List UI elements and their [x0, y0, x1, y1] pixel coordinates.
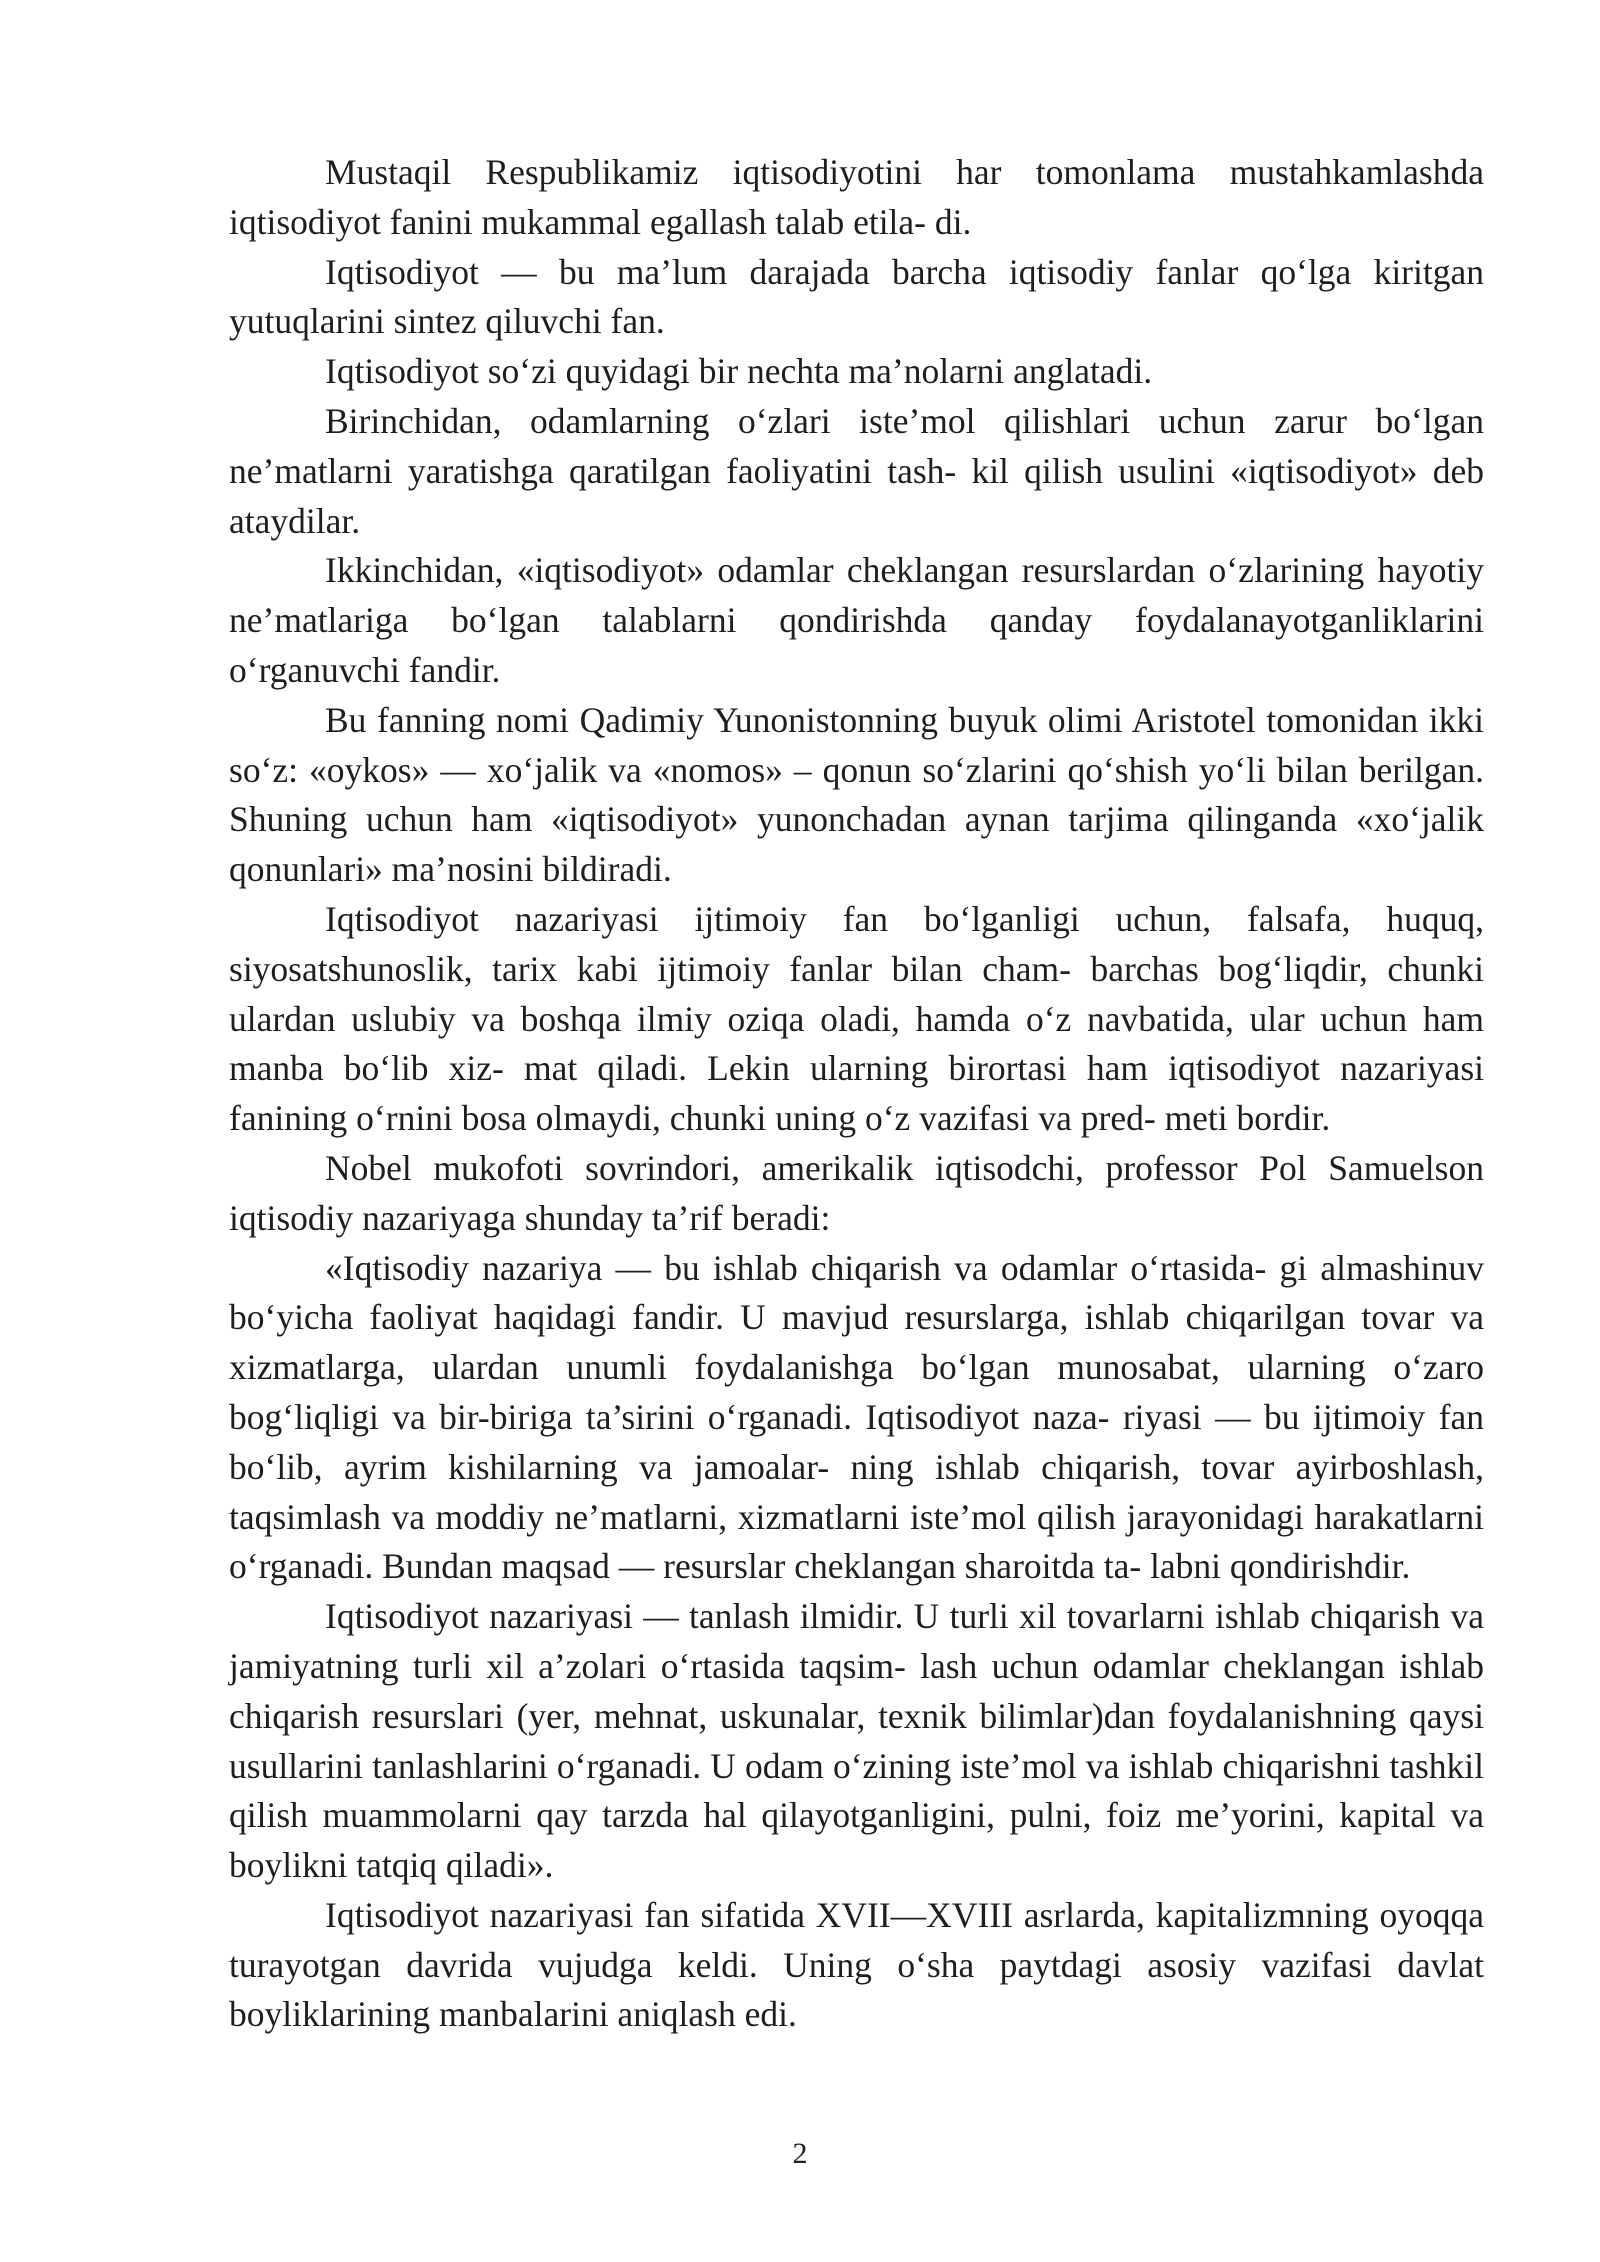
page-number: 2	[792, 2137, 808, 2170]
paragraph-4: Birinchidan, odamlarning o‘zlari iste’mol qilishlari uchun zarur bo‘lgan ne’matlarni yaratishga qaratilgan faoliyatini tash- kil qilish usulini «iqtisodiyot» deb ataydilar.	[229, 400, 1484, 541]
body-text	[229, 148, 1484, 2040]
paragraph-1: Mustaqil Respublikamiz iqtisodiyotini har tomonlama mustahkamlashda iqtisodiyot fanini mukammal egallash talab etila- di.	[229, 152, 1484, 242]
paragraph-10: Iqtisodiyot nazariyasi — tanlash ilmidir. U turli xil tovarlarni ishlab chiqarish va jamiyatning turli xil a’zolari o‘rtasida taqsim- lash uchun odamlar cheklangan ishlab chiqarish resurslari (yer, mehnat, uskunalar, texnik bilimlar)dan foydalanishning qaysi usullarini tanlashlarini o‘rganadi. U odam o‘zining iste’mol va ishlab chiqarishni tashkil qilish muammolarni qay tarzda hal qilayotganligini, pulni, foiz me’yorini, kapital va boylikni tatqiq qiladi».	[229, 1596, 1484, 1886]
paragraph-6: Bu fanning nomi Qadimiy Yunonistonning buyuk olimi Aristotel tomonidan ikki so‘z: «oykos» — xo‘jalik va «nomos» – qonun so‘zlarini qo‘shish yo‘li bilan berilgan. Shuning uchun ham «iqtisodiyot» yunonchadan aynan tarjima qilinganda «xo‘jalik qonunlari» ma’nosini bildiradi.	[229, 699, 1484, 890]
paragraph-9-quote: «Iqtisodiy nazariya — bu ishlab chiqarish va odamlar o‘rtasida- gi almashinuv bo‘yicha faoliyat haqidagi fandir. U mavjud resurslarga, ishlab chiqarilgan tovar va xizmatlarga, ulardan unumli foydalanishga bo‘lgan munosabat, ularning o‘zaro bog‘liqligi va bir-biriga ta’sirini o‘rganadi. Iqtisodiyot naza- riyasi — bu ijtimoiy fan bo‘lib, ayrim kishilarning va jamoalar- ning ishlab chiqarish, tovar ayirboshlash, taqsimlash va moddiy ne’matlarni, xizmatlarni iste’mol qilish jarayonidagi harakatlarni o‘rganadi. Bundan maqsad — resurslar cheklangan sharoitda ta- labni qondirishdir.	[229, 1247, 1484, 1587]
paragraph-5: Ikkinchidan, «iqtisodiyot» odamlar cheklangan resurslardan o‘zlarining hayotiy ne’matlariga bo‘lgan talablarni qondirishda qanday foydalanayotganliklarini o‘rganuvchi fandir.	[229, 550, 1484, 690]
paragraph-8: Nobel mukofoti sovrindori, amerikalik iqtisodchi, professor Pol Samuelson iqtisodiy nazariyaga shunday ta’rif beradi:	[229, 1147, 1484, 1238]
paragraph-3: Iqtisodiyot so‘zi quyidagi bir nechta ma’nolarni anglatadi.	[325, 351, 1153, 392]
paragraph-11: Iqtisodiyot nazariyasi fan sifatida XVII—XVIII asrlarda, kapitalizmning oyoqqa turayotgan davrida vujudga keldi. Uning o‘sha paytdagi asosiy vazifasi davlat boyliklarining manbalarini aniqlash edi.	[229, 1894, 1484, 2035]
paragraph-2: Iqtisodiyot — bu ma’lum darajada barcha iqtisodiy fanlar qo‘lga kiritgan yutuqlarini sintez qiluvchi fan.	[229, 251, 1484, 342]
paragraph-7: Iqtisodiyot nazariyasi ijtimoiy fan bo‘lganligi uchun, falsafa, huquq, siyosatshunoslik, tarix kabi ijtimoiy fanlar bilan cham- barchas bog‘liqdir, chunki ulardan uslubiy va boshqa ilmiy oziqa oladi, hamda o‘z navbatida, ular uchun ham manba bo‘lib xiz- mat qiladi. Lekin ularning birortasi ham iqtisodiyot nazariyasi fanining o‘rnini bosa olmaydi, chunki uning o‘z vazifasi va pred- meti bordir.	[229, 898, 1484, 1139]
